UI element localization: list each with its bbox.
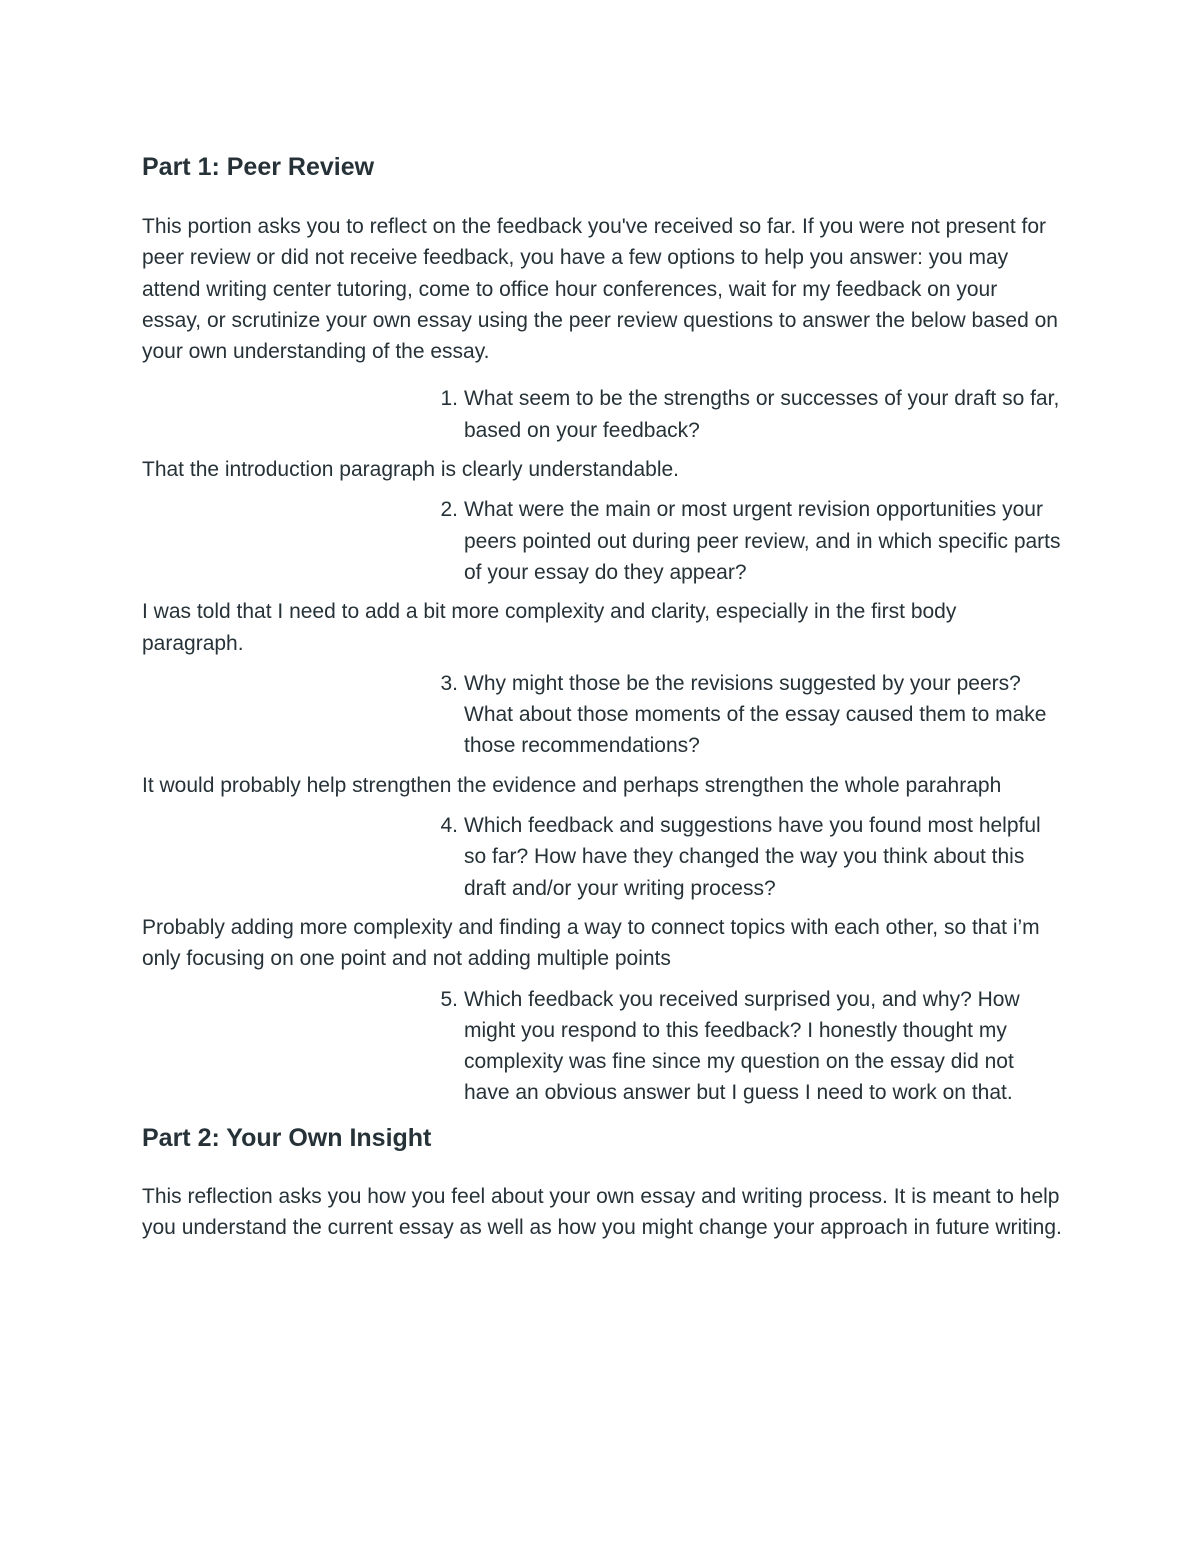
answer-text: I was told that I need to add a bit more complexity and clarity, especially in the first body paragraph. — [142, 600, 957, 655]
question-text: Why might those be the revisions suggested by your peers? What about those moments of the essay caused them to make those recommendations? — [464, 671, 1047, 758]
question-text: Which feedback and suggestions have you found most helpful so far? How have they changed the way you think about this draft and/or your writing process? — [464, 814, 1041, 900]
answer-text: Probably adding more complexity and finding a way to connect topics with each other, so that i’m only focusing on one point and not adding multiple points — [142, 915, 1040, 971]
question-item — [440, 494, 1061, 588]
part2-heading: Part 2: Your Own Insight — [142, 1123, 432, 1152]
question-number: 4. — [440, 814, 458, 838]
part2-intro: This reflection asks you how you feel about your own essay and writing process. It is meant to help you understand the current essay as well as how you might change your approach in future writing. — [142, 1184, 1062, 1240]
question-item — [440, 668, 1061, 762]
question-number: 2. — [440, 498, 458, 522]
part1-heading: Part 1: Peer Review — [142, 153, 375, 181]
question-item — [440, 984, 1061, 1109]
document-content — [142, 150, 1062, 1243]
question-text: What seem to be the strengths or successes of your draft so far, based on your feedback? — [464, 387, 1060, 442]
question-text: What were the main or most urgent revision opportunities your peers pointed out during peer review, and in which specific parts of your essay do they appear? — [464, 498, 1061, 584]
question-number: 1. — [440, 387, 458, 411]
answer-text: That the introduction paragraph is clearly understandable. — [142, 458, 679, 482]
answer-text: It would probably help strengthen the evidence and perhaps strengthen the whole parahraph — [142, 773, 1002, 797]
question-item — [440, 383, 1061, 446]
part1-intro: This portion asks you to reflect on the feedback you've received so far. If you were not present for peer review or did not receive feedback, you have a few options to help you answer: you may attend writing center tutoring, come to office hour conferences, wait for my feedback on your essay, or scrutinize your own essay using the peer review questions to answer the below based on your own understanding of the essay. — [142, 215, 1058, 364]
question-number: 3. — [440, 671, 458, 695]
question-text: Which feedback you received surprised you, and why? How might you respond to this feedback? I honestly thought my complexity was fine since my question on the essay did not have an obvious answer but I guess I need to work on that. — [464, 987, 1020, 1105]
question-item — [440, 810, 1061, 904]
question-number: 5. — [440, 987, 458, 1011]
